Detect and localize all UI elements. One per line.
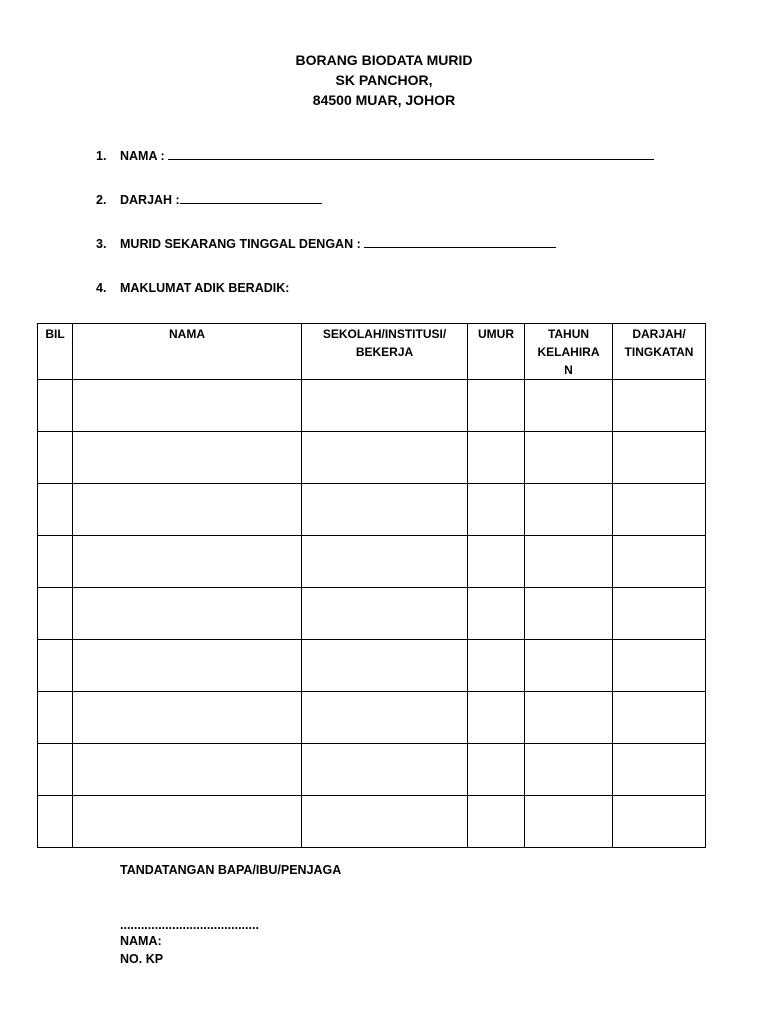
table-cell[interactable] xyxy=(73,536,302,588)
table-cell[interactable] xyxy=(38,484,73,536)
table-row xyxy=(38,380,706,432)
table-cell[interactable] xyxy=(302,744,468,796)
form-title: BORANG BIODATA MURID xyxy=(295,52,473,68)
table-cell[interactable] xyxy=(525,380,613,432)
table-cell[interactable] xyxy=(73,432,302,484)
table-cell[interactable] xyxy=(302,536,468,588)
table-cell[interactable] xyxy=(613,432,706,484)
table-cell[interactable] xyxy=(613,744,706,796)
table-cell[interactable] xyxy=(302,640,468,692)
table-cell[interactable] xyxy=(73,380,302,432)
table-row xyxy=(38,692,706,744)
table-row xyxy=(38,484,706,536)
field-label: NAMA : xyxy=(120,149,169,163)
form-header xyxy=(0,50,768,110)
table-cell[interactable] xyxy=(468,536,525,588)
table-cell[interactable] xyxy=(73,744,302,796)
field-number: 2. xyxy=(96,193,107,207)
signature-nokp-label: NO. KP xyxy=(120,952,164,966)
table-cell[interactable] xyxy=(525,796,613,848)
table-cell[interactable] xyxy=(73,640,302,692)
field-number: 1. xyxy=(96,149,107,163)
table-cell[interactable] xyxy=(525,432,613,484)
school-name: SK PANCHOR, xyxy=(335,72,433,88)
table-cell[interactable] xyxy=(73,796,302,848)
table-row xyxy=(38,640,706,692)
table-cell[interactable] xyxy=(613,692,706,744)
table-cell[interactable] xyxy=(302,484,468,536)
table-cell[interactable] xyxy=(302,588,468,640)
table-cell[interactable] xyxy=(38,432,73,484)
table-row xyxy=(38,588,706,640)
table-cell[interactable] xyxy=(613,796,706,848)
table-cell[interactable] xyxy=(525,692,613,744)
table-cell[interactable] xyxy=(468,692,525,744)
table-cell[interactable] xyxy=(525,484,613,536)
table-cell[interactable] xyxy=(38,692,73,744)
nama-blank-line[interactable] xyxy=(168,147,654,160)
field-tinggal-dengan xyxy=(96,235,556,252)
table-cell[interactable] xyxy=(38,588,73,640)
field-darjah xyxy=(96,191,322,208)
table-cell[interactable] xyxy=(613,640,706,692)
table-cell[interactable] xyxy=(302,796,468,848)
siblings-table xyxy=(37,323,706,848)
field-label: MURID SEKARANG TINGGAL DENGAN : xyxy=(120,237,365,251)
table-cell[interactable] xyxy=(468,796,525,848)
column-header-nama: NAMA xyxy=(73,324,302,380)
table-cell[interactable] xyxy=(38,796,73,848)
table-cell[interactable] xyxy=(73,484,302,536)
table-cell[interactable] xyxy=(38,380,73,432)
field-number: 3. xyxy=(96,237,107,251)
signature-label: TANDATANGAN BAPA/IBU/PENJAGA xyxy=(120,863,342,877)
column-header-umur: UMUR xyxy=(468,324,525,380)
table-cell[interactable] xyxy=(468,588,525,640)
tinggal-dengan-blank-line[interactable] xyxy=(364,235,556,248)
table-cell[interactable] xyxy=(73,692,302,744)
table-cell[interactable] xyxy=(613,536,706,588)
table-cell[interactable] xyxy=(525,640,613,692)
field-label: DARJAH : xyxy=(120,193,180,207)
table-cell[interactable] xyxy=(302,692,468,744)
table-cell[interactable] xyxy=(38,536,73,588)
table-cell[interactable] xyxy=(73,588,302,640)
table-cell[interactable] xyxy=(468,640,525,692)
table-cell[interactable] xyxy=(302,380,468,432)
table-row xyxy=(38,432,706,484)
table-row xyxy=(38,796,706,848)
table-cell[interactable] xyxy=(613,588,706,640)
table-cell[interactable] xyxy=(468,484,525,536)
table-cell[interactable] xyxy=(468,432,525,484)
table-cell[interactable] xyxy=(468,744,525,796)
field-maklumat-adik-beradik xyxy=(96,280,289,296)
school-address: 84500 MUAR, JOHOR xyxy=(312,92,456,108)
table-cell[interactable] xyxy=(302,432,468,484)
column-header-sekolah: SEKOLAH/INSTITUSI/ BEKERJA xyxy=(302,324,468,380)
table-cell[interactable] xyxy=(525,744,613,796)
signature-dotted-line: ........................................ xyxy=(120,918,259,932)
table-cell[interactable] xyxy=(613,380,706,432)
column-header-bil: BIL xyxy=(38,324,73,380)
field-nama xyxy=(96,147,654,164)
table-cell[interactable] xyxy=(38,744,73,796)
field-label: MAKLUMAT ADIK BERADIK: xyxy=(120,281,290,295)
table-row xyxy=(38,744,706,796)
field-number: 4. xyxy=(96,281,107,295)
column-header-tahun-kelahiran: TAHUN KELAHIRA N xyxy=(525,324,613,380)
table-row xyxy=(38,536,706,588)
darjah-blank-line[interactable] xyxy=(180,191,322,204)
signature-nama-label: NAMA: xyxy=(120,934,162,948)
table-cell[interactable] xyxy=(613,484,706,536)
table-cell[interactable] xyxy=(525,588,613,640)
column-header-darjah-tingkatan: DARJAH/ TINGKATAN xyxy=(613,324,706,380)
table-cell[interactable] xyxy=(38,640,73,692)
table-cell[interactable] xyxy=(525,536,613,588)
table-header-row xyxy=(38,324,706,380)
table-cell[interactable] xyxy=(468,380,525,432)
